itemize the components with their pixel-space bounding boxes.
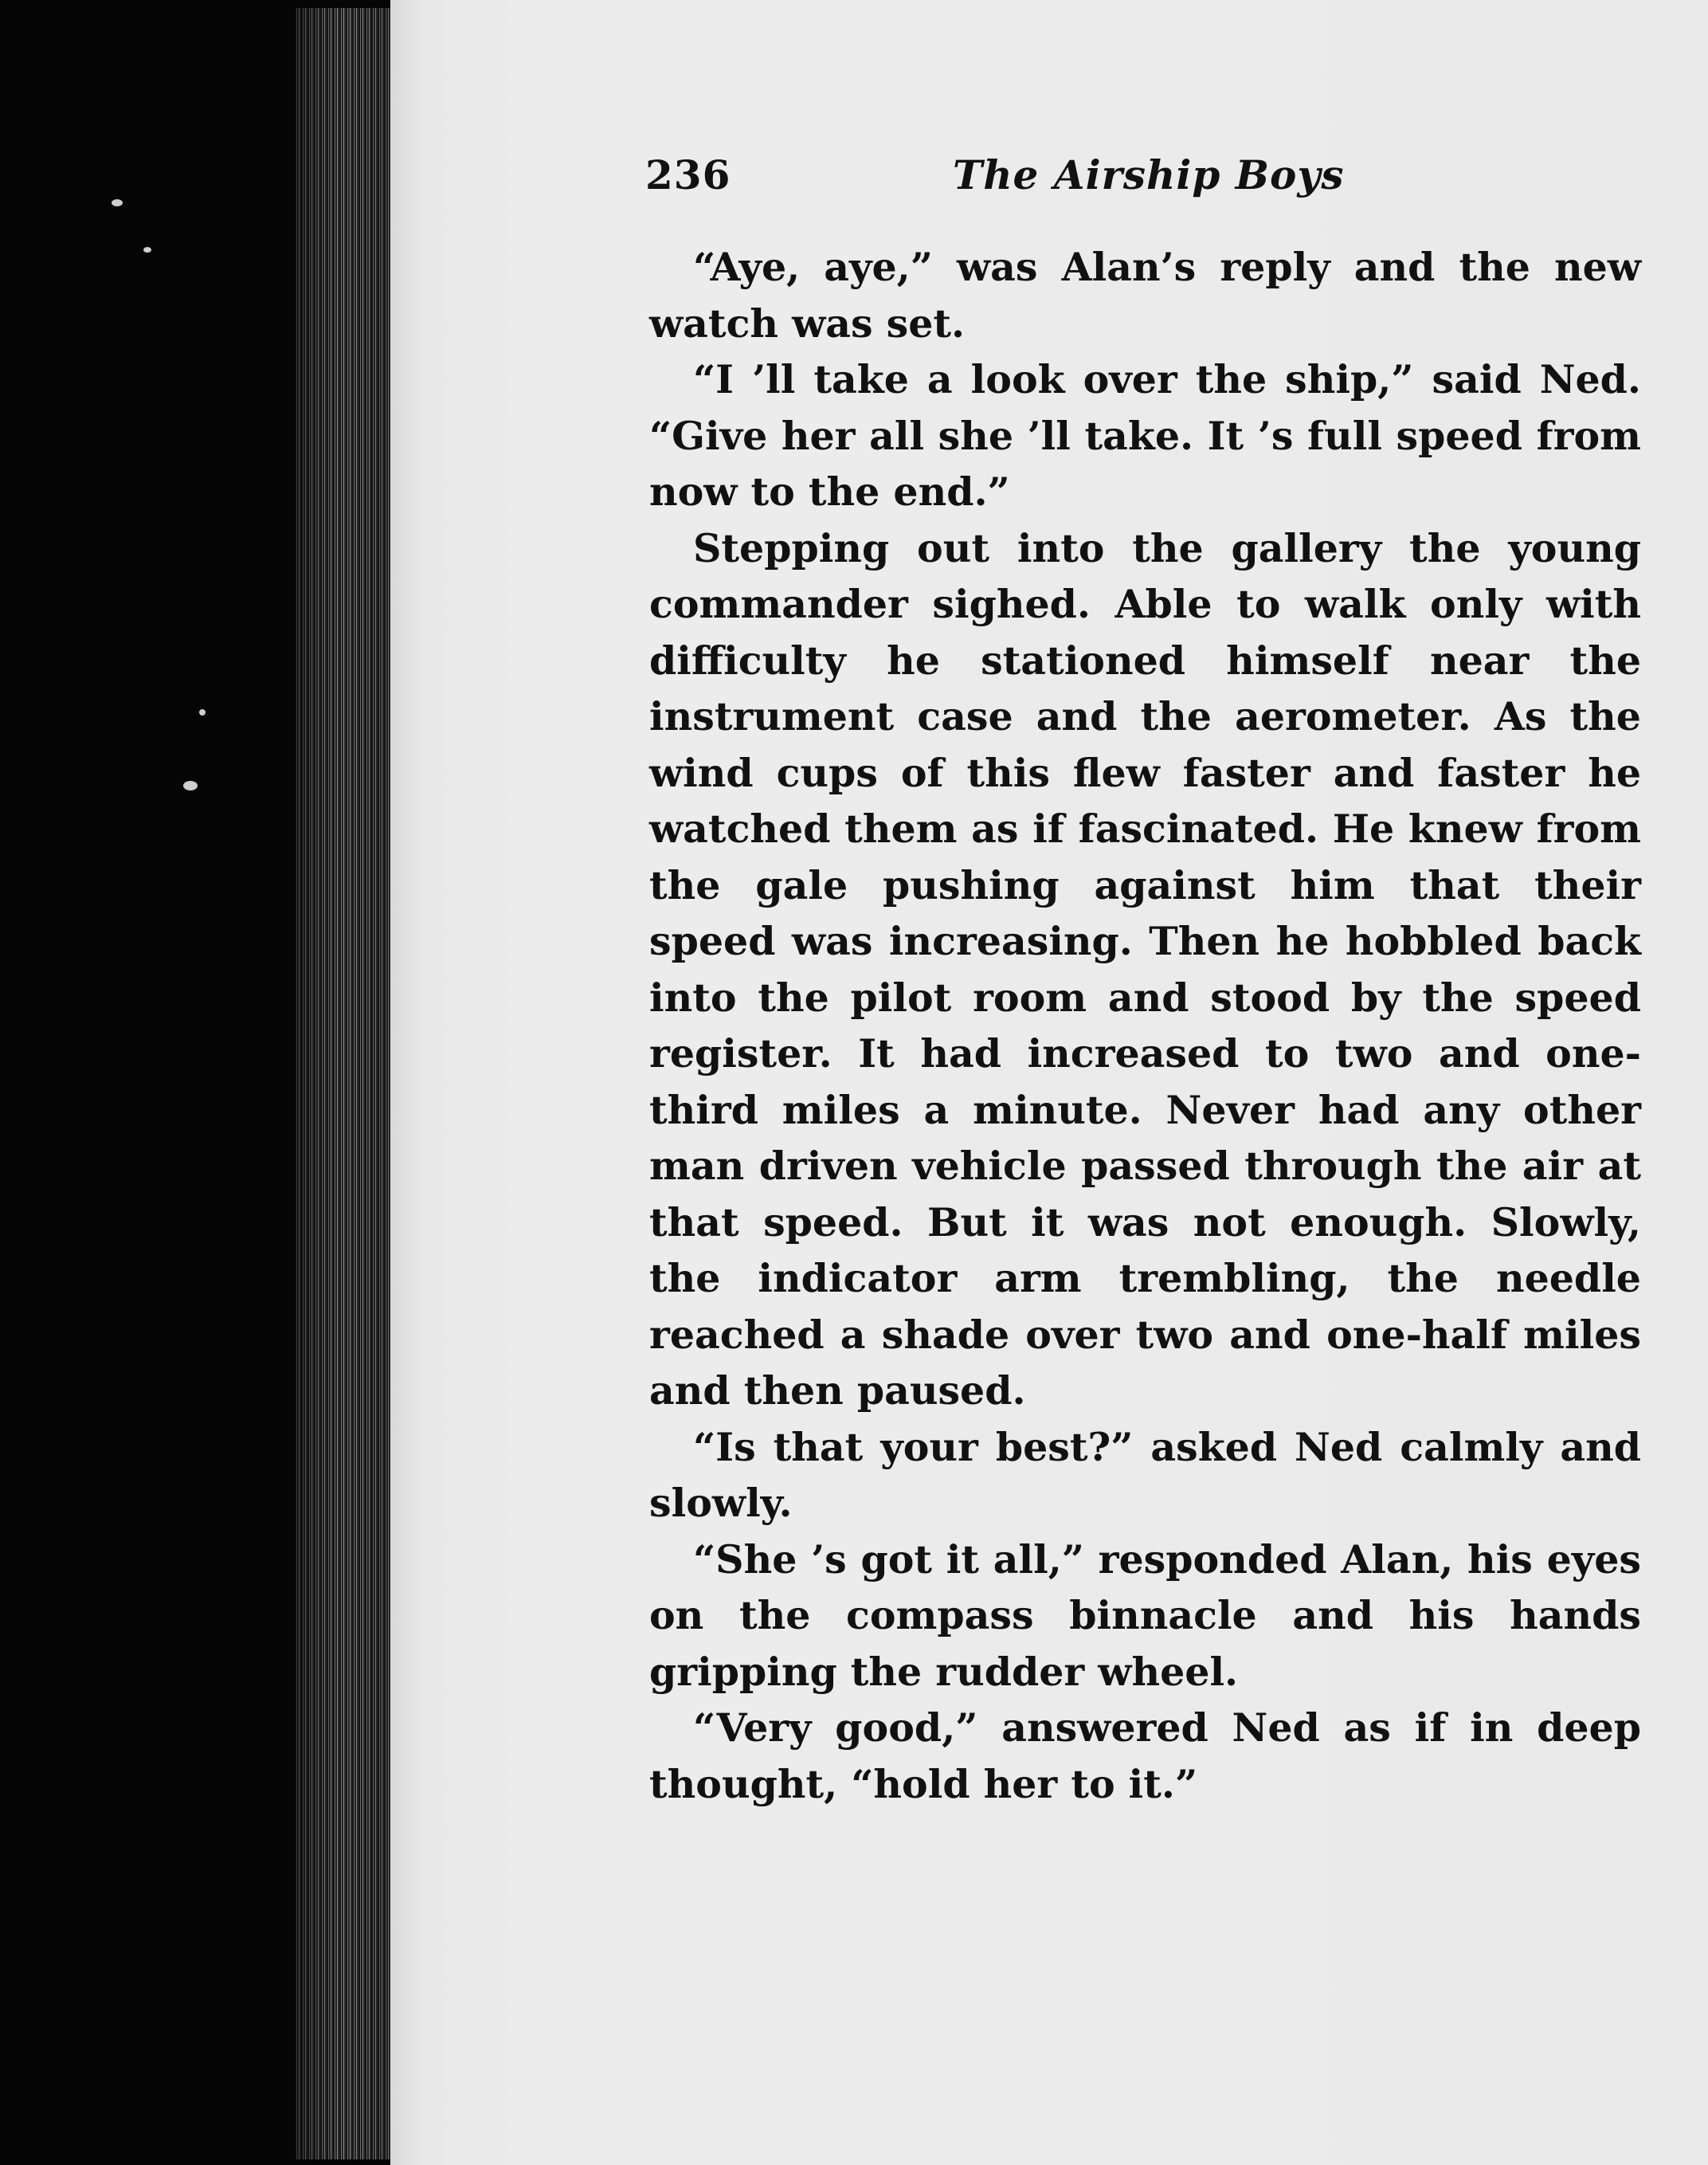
book-page [390, 0, 1708, 2165]
paragraph: “I ’ll take a look over the ship,” said Ned. “Give her all she ’ll take. It ’s full speed from now to the end.” [649, 356, 1641, 515]
paragraph: Stepping out into the gallery the young commander sighed. Able to walk only with difficulty he stationed himself near the instrument case and the aerometer. As the wind cups of this flew faster and faster he watched them as if fascinated. He knew from the gale pushing against him that their speed was increasing. Then he hobbled back into the pilot room and stood by the speed register. It had increased to two and one-third miles a minute. Never had any other man driven vehicle passed through the air at that speed. But it was not enough. Slowly, the indicator arm trembling, the needle reached a shade over two and one-half miles and then paused. [649, 524, 1641, 1414]
scan-speck [199, 709, 206, 716]
book-title: The Airship Boys [953, 151, 1345, 198]
paragraph: “Aye, aye,” was Alan’s reply and the new watch was set. [649, 244, 1641, 347]
running-head [645, 151, 1522, 215]
paragraph: “She ’s got it all,” responded Alan, his eyes on the compass binnacle and his hands gripping the rudder wheel. [649, 1536, 1641, 1695]
body-text [649, 239, 1641, 1812]
paragraph: “Very good,” answered Ned as if in deep thought, “hold her to it.” [649, 1704, 1641, 1807]
scan-speck [143, 247, 151, 253]
page-edges [295, 8, 398, 2159]
page-number: 236 [645, 151, 731, 198]
paragraph: “Is that your best?” asked Ned calmly and slowly. [649, 1423, 1641, 1526]
scan-speck [183, 781, 198, 790]
scan-speck [112, 199, 123, 206]
